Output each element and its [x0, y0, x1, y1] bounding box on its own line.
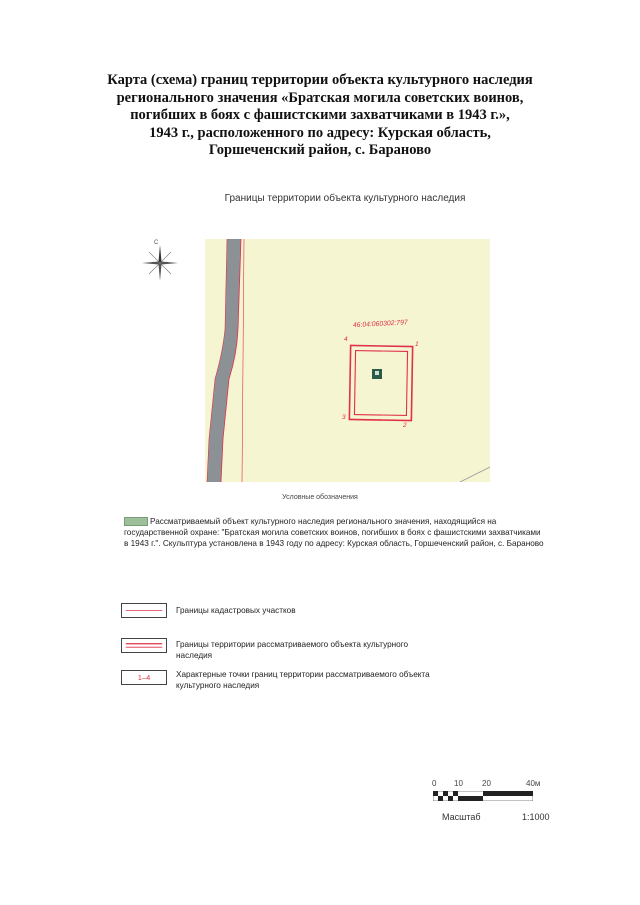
map-background	[205, 239, 490, 482]
legend-object-text: Рассматриваемый объект культурного наследия регионального значения, находящийся на государственной охране: "Братская могила советских воинов, погибших в боях с фашистскими захватчиками в 1943 г.". Скульптура установлена в 1943 году по адресу: Курская область, Горшеченский район, с. Бараново	[124, 517, 544, 548]
legend-cadastral-label: Границы кадастровых участков	[176, 606, 296, 615]
cadastral-number-label: 46:04:060302:797	[352, 319, 408, 330]
corner-point-4: 4	[344, 336, 348, 343]
title-line-5: Горшеченский район, с. Бараново	[208, 142, 432, 158]
scale-tick-10: 10	[454, 779, 463, 788]
legend-title: Условные обозначения	[282, 494, 358, 501]
scale-bar	[433, 791, 533, 801]
title-line-2: регионального значения «Братская могила советских воинов,	[116, 89, 524, 106]
title-line-4: 1943 г., расположенного по адресу: Курская область,	[149, 124, 491, 141]
title-line-3: погибших в боях с фашистскими захватчиками в 1943 г.»,	[130, 107, 510, 123]
corner-point-2: 2	[403, 422, 407, 429]
map-title: Границы территории объекта культурного наследия	[224, 193, 466, 204]
legend-points-label: Характерные точки границ территории рассматриваемого объекта культурного наследия	[176, 670, 430, 690]
scale-label: Масштаб	[442, 812, 481, 822]
scale-tick-20: 20	[482, 779, 491, 788]
territory-boundary-symbol	[121, 638, 167, 653]
compass-north-letter: С	[154, 240, 159, 246]
heritage-object-swatch	[124, 517, 148, 526]
cadastral-boundary-symbol	[121, 603, 167, 618]
scale-tick-40: 40м	[526, 779, 541, 788]
title-line-1: Карта (схема) границ территории объекта культурного наследия	[107, 72, 533, 88]
legend-territory-label: Границы территории рассматриваемого объекта культурного наследия	[176, 640, 409, 660]
scale-tick-0: 0	[432, 779, 437, 788]
document-title	[60, 72, 580, 160]
points-sample-symbol: 1–4	[121, 670, 167, 685]
scale-ratio: 1:1000	[522, 812, 550, 822]
cadastral-map	[205, 239, 490, 482]
corner-point-3: 3	[342, 414, 346, 421]
legend-object-entry	[124, 516, 544, 549]
corner-point-1: 1	[415, 341, 419, 348]
compass-rose-icon	[140, 243, 180, 283]
